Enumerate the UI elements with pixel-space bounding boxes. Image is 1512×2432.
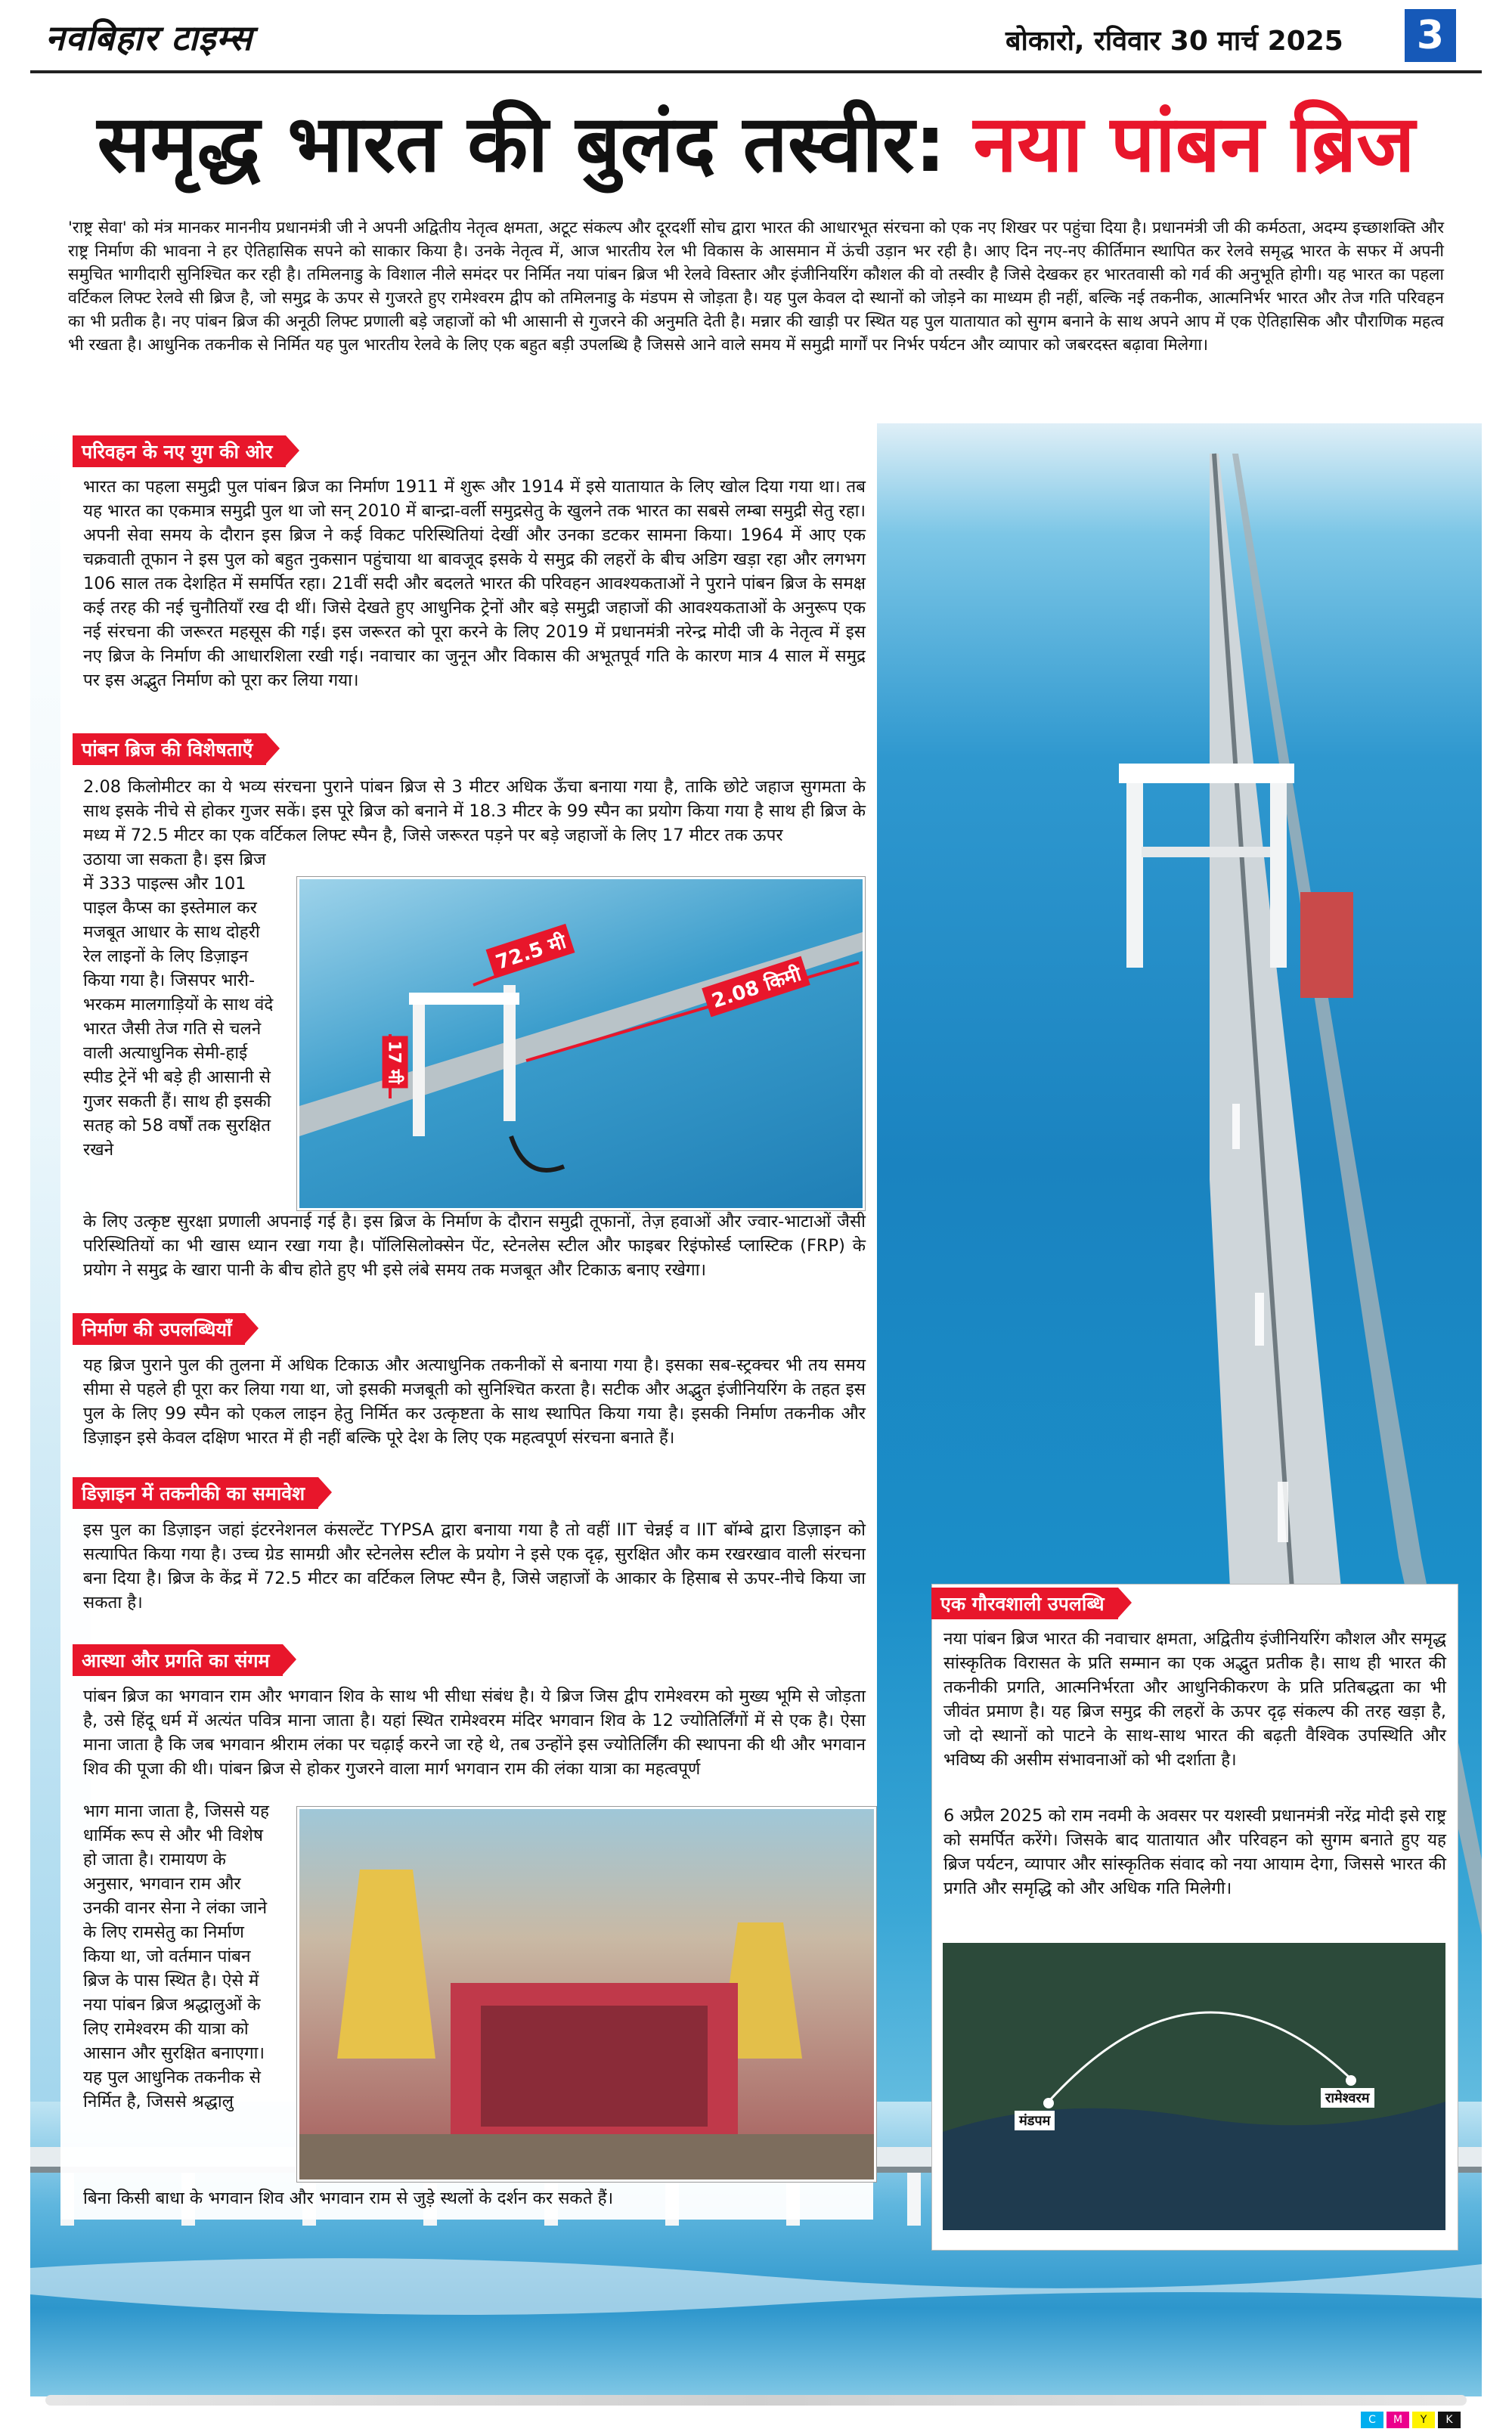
- crane-structure: [1300, 892, 1353, 998]
- section-text-faith-top: पांबन ब्रिज का भगवान राम और भगवान शिव के साथ भी सीधा संबंध है। ये ब्रिज जिस द्वीप रामेश्वरम को मुख्य भूमि से जोड़ता है, उसे हिंदू धर्म में अत्यंत पवित्र माना जाता है। यहां स्थित रामेश्वरम मंदिर भगवान शिव के 12 ज्योतिर्लिंगों में से एक है। ऐसा माना जाता है कि जब भगवान श्रीराम लंका पर चढ़ाई करने जा रहे थे, तब उन्होंने इस ज्योतिर्लिंग की स्थापना की थी और भगवान शिव की पूजा की थी। पांबन ब्रिज से होकर गुजरने वाला मार्ग भगवान राम की लंका यात्रा का महत्वपूर्ण: [83, 1687, 866, 1779]
- section-text-transport: भारत का पहला समुद्री पुल पांबन ब्रिज का निर्माण 1911 में शुरू और 1914 में इसे यातायात के लिए खोल दिया गया था। तब यह भारत का एकमात्र समुद्री पुल था जो सन् 2010 में बान्द्रा-वर्ली समुद्रसेतु के खुलने तक भारत का सबसे लम्बा समुद्री सेतु रहा। अपनी सेवा समय के दौरान इस ब्रिज ने कई विकट परिस्थितियां देखीं और उनका डटकर सामना किया। 1964 में आए एक चक्रवाती तूफान ने इस पुल को बहुत नुकसान पहुंचाया था बावजूद इसके ये समुद्र की लहरों के बीच अडिग खड़ा रहा और लगभग 106 साल तक देशहित में समर्पित रहा। 21वीं सदी और बदलते भारत की परिवहन आवश्यकताओं ने पुराने पांबन ब्रिज के समक्ष कई तरह की नई चुनौतियाँ रख दी थीं। जिसे देखते हुए आधुनिक ट्रेनों और बड़े समुद्री जहाजों की आवश्यकताओं के अनुरूप एक नई संरचना की जरूरत महसूस की गई। इस जरूरत को पूरा करने के लिए 2019 में प्रधानमंत्री नरेन्द्र मोदी जी के नेतृत्व में इस नए ब्रिज के निर्माण की आधारशिला रखी गई। नवाचार का जुनून और विकास की अभूतपूर्व गति के कारण मात्र 4 साल में समुद्र पर इस अद्भुत निर्माण को पूरा कर लिया गया।: [83, 477, 866, 690]
- map-point-mandapam: [1043, 2098, 1054, 2108]
- section-text-faith-side: भाग माना जाता है, जिससे यह धार्मिक रूप से और भी विशेष हो जाता है। रामायण के अनुसार, भगवान राम और उनकी वानर सेना ने लंका जाने के लिए रामसेतु का निर्माण किया था, जो वर्तमान पांबन ब्रिज के पास स्थित है। ऐसे में नया पांबन ब्रिज श्रद्धालुओं के लिए रामेश्वरम की यात्रा को आसान और सुरक्षित बनाएगा। यह पुल आधुनिक तकनीक से निर्मित है, जिससे श्रद्धालु: [83, 1802, 269, 2111]
- photo-lift-tower-right: [503, 985, 516, 1121]
- cmyk-strip: [1361, 2412, 1467, 2428]
- route-map-illustration: [943, 1943, 1445, 2230]
- cmyk-k: K: [1438, 2412, 1461, 2428]
- temple-gopuram-left: [337, 1870, 435, 2059]
- temple-photo: [297, 1807, 876, 2182]
- dateline: बोकारो, रविवार 30 मार्च 2025: [1005, 26, 1343, 57]
- cmyk-c: C: [1361, 2412, 1383, 2428]
- length-measure-line: [526, 962, 859, 1061]
- lift-tower-top: [1119, 764, 1294, 783]
- temple-illustration: [299, 1809, 874, 2180]
- temple-courtyard: [481, 2006, 708, 2127]
- photo-label-span: 72.5 मी: [486, 924, 575, 978]
- footer-rule: [45, 2395, 1467, 2406]
- photo-lift-tower-top: [409, 993, 519, 1005]
- route-map: [943, 1943, 1445, 2230]
- lift-span: [1142, 847, 1270, 857]
- map-point-rameswaram: [1346, 2075, 1356, 2086]
- intro-paragraph: 'राष्ट्र सेवा' को मंत्र मानकर माननीय प्रधानमंत्री जी ने अपनी अद्वितीय नेतृत्व क्षमता, अटूट संकल्प और दूरदर्शी सोच द्वारा भारत की आधारभूत संरचना को एक नए शिखर पर पहुंचा दिया है। प्रधानमंत्री जी की कर्मठता, अदम्य इच्छाशक्ति और राष्ट्र निर्माण की भावना ने हर ऐतिहासिक सपने को साकार किया है। उनके नेतृत्व में, आज भारतीय रेल भी विकास के आसमान में ऊंची उड़ान भर रही है। आए दिन नए-नए कीर्तिमान स्थापित कर रेलवे समृद्ध भारत के सफर में अपनी समुचित भागीदारी सुनिश्चित कर रही है। तमिलनाडु के विशाल नीले समंदर पर निर्मित नया पांबन ब्रिज भी रेलवे विस्तार और इंजीनियरिंग कौशल की वो तस्वीर है जिसे देखकर हर भारतवासी को गर्व की अनुभूति होगी। यह भारत का पहला वर्टिकल लिफ्ट रेलवे सी ब्रिज है, जो समुद्र के ऊपर से गुजरते हुए रामेश्वरम द्वीप को तमिलनाडु के मंडपम से जोड़ता है। यह पुल केवल दो स्थानों को जोड़ने का माध्यम ही नहीं, बल्कि नई तकनीक, आत्मनिर्भर भारत और तेज गति परिवहन का भी प्रतीक है। नए पांबन ब्रिज की अनूठी लिफ्ट प्रणाली बड़े जहाजों को भी आसानी से गुजरने की अनुमति देती है। मन्नार की खाड़ी पर स्थित यह पुल यातायात को सुगम बनाने के साथ अपने आप में एक ऐतिहासिक और पौराणिक महत्व भी रखता है। आधुनिक तकनीक से निर्मित यह पुल भारतीय रेलवे के लिए एक बहुत बड़ी उपलब्धि है जिससे आने वाले समय में समुद्री मार्गों पर निर्भर पर्यटन और व्यापार को जबरदस्त बढ़ावा मिलेगा।: [68, 218, 1444, 355]
- headline: [30, 91, 1482, 197]
- section-text-glory-2: 6 अप्रैल 2025 को राम नवमी के अवसर पर यशस्वी प्रधानमंत्री नरेंद्र मोदी इसे राष्ट्र को समर्पित करेंगे। जिसके बाद यातायात और परिवहन को सुगम बनाते हुए यह ब्रिज पर्यटन, व्यापार और सांस्कृतिक संवाद को नया आयाम देगा, जिससे भारत की प्रगति और समृद्धि को और अधिक गति मिलेगी।: [943, 1806, 1446, 1898]
- photo-label-length: 2.08 किमी: [702, 956, 810, 1018]
- section-label-faith: आस्था और प्रगति का संगम: [73, 1644, 283, 1676]
- section-label-achievements: निर्माण की उपलब्धियाँ: [73, 1313, 245, 1345]
- cmyk-m: M: [1387, 2412, 1409, 2428]
- section-text-design: इस पुल का डिज़ाइन जहां इंटरनेशनल कंसल्टेंट TYPSA द्वारा बनाया गया है तो वहीं IIT चेन्नई व IIT बॉम्बे द्वारा डिज़ाइन को सत्यापित किया गया है। उच्च ग्रेड सामग्री और स्टेनलेस स्टील के प्रयोग ने इसे एक दृढ़, सुरक्षित और कम रखरखाव वाली संरचना बना दिया है। ब्रिज के केंद्र में 72.5 मीटर का वर्टिकल लिफ्ट स्पैन है, जिसे जहाजों के आकार के हिसाब से ऊपर-नीचे किया जा सकता है।: [83, 1520, 866, 1613]
- section-text-features-side: उठाया जा सकता है। इस ब्रिज में 333 पाइल्स और 101 पाइल कैप्स का इस्तेमाल कर मजबूत आधार के साथ दोहरी रेल लाइनों के लिए डिज़ाइन किया गया है। जिसपर भारी-भरकम मालगाड़ियों के साथ वंदे भारत जैसी तेज गति से चलने वाली अत्याधुनिक सेमी-हाई स्पीड ट्रेनें भी बड़े ही आसानी से गुजर सकती हैं। साथ ही इसकी सतह को 58 वर्षों तक सुरक्षित रखने: [83, 850, 274, 1160]
- map-label-mandapam: मंडपम: [1015, 2111, 1055, 2130]
- masthead-divider: [30, 70, 1482, 73]
- page-number: 3: [1405, 9, 1456, 62]
- map-label-rameswaram: रामेश्वरम: [1321, 2088, 1374, 2108]
- cmyk-y: Y: [1412, 2412, 1435, 2428]
- lift-tower-left: [1126, 771, 1143, 968]
- section-text-features-top: 2.08 किलोमीटर का ये भव्य संरचना पुराने पांबन ब्रिज से 3 मीटर अधिक ऊँचा बनाया गया है, ताकि छोटे जहाज सुगमता के साथ इसके नीचे से होकर गुजर सकें। इस पूरे ब्रिज को बनाने में 18.3 मीटर के 99 स्पैन का प्रयोग किया गया है साथ ही ब्रिज के मध्य में 72.5 मीटर का एक वर्टिकल लिफ्ट स्पैन है, जिसे जरूरत पड़ने पर बड़े जहाजों के लिए 17 मीटर तक ऊपर: [83, 777, 866, 845]
- bridge-span-photo: [297, 877, 865, 1210]
- headline-part-1: समृद्ध भारत की बुलंद तस्वीर:: [97, 98, 947, 190]
- section-label-transport: परिवहन के नए युग की ओर: [73, 435, 286, 467]
- wave-band: [30, 2258, 1482, 2315]
- photo-lift-tower-left: [413, 1000, 425, 1136]
- section-label-features: पांबन ब्रिज की विशेषताएँ: [73, 733, 266, 765]
- temple-ground: [299, 2134, 874, 2180]
- lift-tower-right: [1270, 771, 1287, 968]
- paper-name: नवबिहार टाइम्स: [45, 17, 253, 58]
- masthead: [0, 0, 1512, 72]
- boom-line: [511, 1136, 564, 1170]
- section-text-achievements: यह ब्रिज पुराने पुल की तुलना में अधिक टिकाऊ और अत्याधुनिक तकनीकों से बनाया गया है। इसका सब-स्ट्रक्चर भी तय समय सीमा से पहले ही पूरा कर लिया गया था, जो इसकी मजबूती को सुनिश्चित करता है। सटीक और अद्भुत इंजीनियरिंग के तहत इस पुल के लिए 99 स्पैन को एकल लाइन हेतु निर्मित कर उत्कृष्टता के साथ स्थापित किया गया है। इसकी निर्माण तकनीक और डिज़ाइन इसे केवल दक्षिण भारत में ही नहीं बल्कि पूरे देश के लिए एक महत्वपूर्ण संरचना बनाते हैं।: [83, 1355, 866, 1448]
- section-text-faith-bottom: बिना किसी बाधा के भगवान शिव और भगवान राम से जुड़े स्थलों के दर्शन कर सकते हैं।: [83, 2189, 614, 2208]
- headline-part-2: नया पांबन ब्रिज: [973, 98, 1415, 190]
- section-label-glory: एक गौरवशाली उपलब्धि: [931, 1588, 1118, 1619]
- section-text-glory: नया पांबन ब्रिज भारत की नवाचार क्षमता, अद्वितीय इंजीनियरिंग कौशल और समृद्ध सांस्कृतिक विरासत के प्रति सम्मान का एक अद्भुत प्रतीक है। साथ ही भारत की तकनीकी प्रगति, आत्मनिर्भरता और आधुनिकीकरण के प्रति प्रतिबद्धता का भी जीवंत प्रमाण है। यह ब्रिज समुद्र की लहरों के ऊपर दृढ़ संकल्प की तरह खड़ा है, जो दो स्थानों को पाटने के साथ-साथ भारत की बढ़ती वैश्विक उपस्थिति और भविष्य की असीम संभावनाओं को भी दर्शाता है।: [943, 1629, 1446, 1770]
- section-text-features-bottom: के लिए उत्कृष्ट सुरक्षा प्रणाली अपनाई गई है। इस ब्रिज के निर्माण के दौरान समुद्री तूफानों, तेज़ हवाओं और ज्वार-भाटाओं जैसी परिस्थितियों का भी खास ध्यान रखा गया है। पॉलिसिलोक्सेन पेंट, स्टेनलेस स्टील और फाइबर रिइंफोर्स्ड प्लास्टिक (FRP) के प्रयोग ने समुद्र के खारा पानी के बीच होते हुए भी इसे लंबे समय तक मजबूत और टिकाऊ बनाए रखेगा।: [83, 1212, 866, 1280]
- section-label-design: डिज़ाइन में तकनीकी का समावेश: [73, 1477, 318, 1509]
- photo-label-lift: 17 मी: [383, 1036, 408, 1088]
